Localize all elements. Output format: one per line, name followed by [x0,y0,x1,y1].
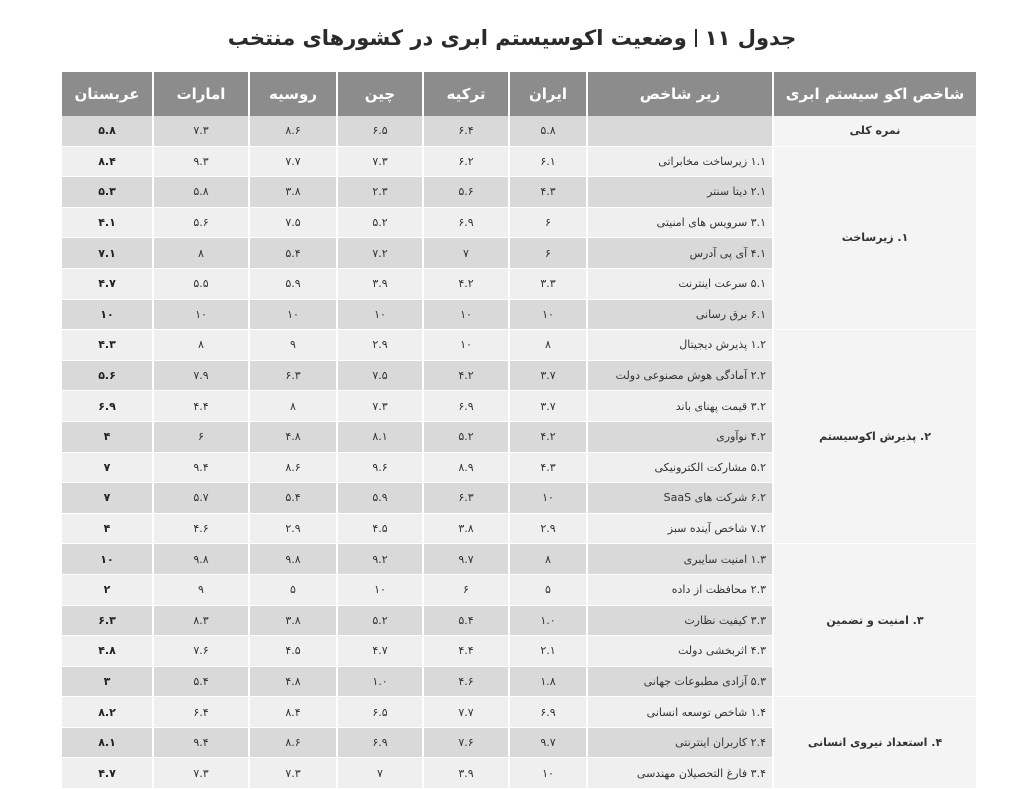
value-cell: ۱۰ [152,300,248,331]
value-cell: ۶.۹ [422,391,508,422]
subindex-cell: ۱.۴ شاخص توسعه انسانی [586,697,772,728]
value-cell: ۲.۹ [248,514,336,545]
value-cell: ۶.۹ [62,391,152,422]
value-cell: ۵.۷ [152,483,248,514]
value-cell: ۶.۲ [422,147,508,178]
value-cell: ۷ [422,238,508,269]
table-row [62,544,976,575]
value-cell: ۹.۸ [248,544,336,575]
value-cell: ۸.۱ [336,422,422,453]
value-cell: ۱۰ [508,758,586,789]
value-cell: ۳.۳ [508,269,586,300]
value-cell: ۶.۹ [508,697,586,728]
value-cell: ۳.۷ [508,391,586,422]
value-cell: ۸.۴ [62,147,152,178]
value-cell: ۸ [152,238,248,269]
value-cell: ۵.۴ [152,667,248,698]
value-cell: ۵.۳ [62,177,152,208]
value-cell: ۵.۶ [62,361,152,392]
value-cell: ۴.۷ [336,636,422,667]
subindex-cell: ۳.۳ کیفیت نظارت [586,606,772,637]
value-cell: ۴.۸ [248,667,336,698]
value-cell: ۷ [336,758,422,789]
value-cell: ۹.۴ [152,453,248,484]
value-cell: ۲.۳ [336,177,422,208]
subindex-cell: ۲.۴ کاربران اینترنتی [586,728,772,759]
value-cell: ۵.۴ [248,483,336,514]
value-cell: ۷.۶ [422,728,508,759]
group-total: نمره کلی [772,116,976,147]
header-row [62,72,976,116]
value-cell: ۴.۸ [62,636,152,667]
group-security: ۳. امنیت و تضمین [772,544,976,697]
value-cell: ۸.۱ [62,728,152,759]
value-cell: ۸.۶ [248,453,336,484]
value-cell: ۶.۱ [508,147,586,178]
value-cell: ۸.۹ [422,453,508,484]
caption-separator [695,29,697,47]
value-cell: ۱.۸ [508,667,586,698]
value-cell: ۱۰ [336,575,422,606]
value-cell: ۷.۱ [62,238,152,269]
value-cell: ۴.۱ [62,208,152,239]
value-cell: ۴.۳ [62,330,152,361]
value-cell: ۷.۳ [248,758,336,789]
value-cell: ۴.۷ [62,758,152,789]
header-russia: روسیه [248,72,336,116]
value-cell: ۷.۷ [248,147,336,178]
table-row [62,330,976,361]
table-caption [0,26,1024,50]
subindex-cell: ۲.۳ محافظت از داده [586,575,772,606]
header-china: چین [336,72,422,116]
data-table [62,72,976,780]
table-row [62,147,976,178]
value-cell: ۴ [62,514,152,545]
subindex-cell: ۱.۳ امنیت سایبری [586,544,772,575]
value-cell: ۸ [508,544,586,575]
value-cell: ۱.۰ [336,667,422,698]
value-cell: ۹.۶ [336,453,422,484]
value-cell: ۶.۳ [422,483,508,514]
value-cell: ۸.۶ [248,728,336,759]
header-saudi: عربستان [62,72,152,116]
caption-label: جدول ۱۱ [704,26,797,50]
value-cell: ۸.۳ [152,606,248,637]
value-cell: ۱.۰ [508,606,586,637]
value-cell: ۵.۲ [336,606,422,637]
subindex-cell: ۴.۱ آی پی آدرس [586,238,772,269]
value-cell: ۸.۶ [248,116,336,147]
header-iran: ایران [508,72,586,116]
header-uae: امارات [152,72,248,116]
value-cell: ۱۰ [62,544,152,575]
value-cell: ۶.۳ [248,361,336,392]
value-cell: ۴.۳ [508,177,586,208]
value-cell: ۹.۷ [508,728,586,759]
value-cell: ۵.۸ [508,116,586,147]
header-ecosystem: شاخص اکو سیستم ابری [772,72,976,116]
value-cell: ۶ [508,208,586,239]
value-cell: ۴.۲ [508,422,586,453]
value-cell: ۷.۵ [336,361,422,392]
subindex-cell: ۵.۲ مشارکت الکترونیکی [586,453,772,484]
value-cell: ۶.۹ [422,208,508,239]
subindex-cell: ۶.۲ شرکت های SaaS [586,483,772,514]
table-row [62,697,976,728]
value-cell: ۹.۷ [422,544,508,575]
value-cell: ۶ [508,238,586,269]
value-cell: ۴.۶ [152,514,248,545]
subindex-cell: ۳.۴ فارغ التحصیلان مهندسی [586,758,772,789]
subindex-cell: ۱.۲ پذیرش دیجیتال [586,330,772,361]
value-cell: ۲.۹ [336,330,422,361]
value-cell: ۵.۴ [248,238,336,269]
value-cell: ۷ [62,483,152,514]
value-cell: ۴.۵ [336,514,422,545]
value-cell: ۲ [62,575,152,606]
header-subindex: زیر شاخص [586,72,772,116]
value-cell: ۲.۹ [508,514,586,545]
value-cell: ۶.۳ [62,606,152,637]
value-cell: ۳ [62,667,152,698]
value-cell: ۴ [62,422,152,453]
value-cell: ۹ [248,330,336,361]
value-cell: ۹.۸ [152,544,248,575]
value-cell: ۵ [248,575,336,606]
value-cell: ۸ [508,330,586,361]
value-cell: ۶ [152,422,248,453]
value-cell: ۱۰ [422,330,508,361]
value-cell: ۹.۲ [336,544,422,575]
value-cell: ۷.۳ [336,147,422,178]
value-cell: ۷.۶ [152,636,248,667]
value-cell: ۵.۹ [248,269,336,300]
value-cell: ۹.۳ [152,147,248,178]
subindex-cell: ۲.۱ دیتا سنتر [586,177,772,208]
subindex-cell [586,116,772,147]
value-cell: ۳.۸ [248,606,336,637]
value-cell: ۷.۵ [248,208,336,239]
value-cell: ۴.۲ [422,269,508,300]
subindex-cell: ۳.۲ قیمت پهنای باند [586,391,772,422]
value-cell: ۹.۴ [152,728,248,759]
value-cell: ۴.۷ [62,269,152,300]
value-cell: ۳.۸ [422,514,508,545]
value-cell: ۷.۹ [152,361,248,392]
value-cell: ۴.۵ [248,636,336,667]
header-turkey: ترکیه [422,72,508,116]
value-cell: ۶.۹ [336,728,422,759]
value-cell: ۱۰ [508,300,586,331]
value-cell: ۷ [62,453,152,484]
value-cell: ۶.۴ [152,697,248,728]
value-cell: ۴.۶ [422,667,508,698]
subindex-cell: ۵.۳ آزادی مطبوعات جهانی [586,667,772,698]
value-cell: ۱۰ [62,300,152,331]
value-cell: ۷.۳ [152,758,248,789]
value-cell: ۵.۲ [336,208,422,239]
value-cell: ۶.۵ [336,116,422,147]
value-cell: ۵.۴ [422,606,508,637]
value-cell: ۱۰ [336,300,422,331]
value-cell: ۴.۳ [508,453,586,484]
subindex-cell: ۷.۲ شاخص آینده سبز [586,514,772,545]
value-cell: ۶ [422,575,508,606]
value-cell: ۸ [248,391,336,422]
value-cell: ۵ [508,575,586,606]
subindex-cell: ۳.۱ سرویس های امنیتی [586,208,772,239]
value-cell: ۲.۱ [508,636,586,667]
value-cell: ۴.۴ [422,636,508,667]
value-cell: ۵.۶ [152,208,248,239]
value-cell: ۹ [152,575,248,606]
value-cell: ۳.۹ [336,269,422,300]
subindex-cell: ۴.۲ نوآوری [586,422,772,453]
value-cell: ۵.۲ [422,422,508,453]
subindex-cell: ۴.۳ اثربخشی دولت [586,636,772,667]
value-cell: ۱۰ [422,300,508,331]
value-cell: ۴.۸ [248,422,336,453]
value-cell: ۷.۳ [152,116,248,147]
value-cell: ۳.۹ [422,758,508,789]
subindex-cell: ۶.۱ برق رسانی [586,300,772,331]
subindex-cell: ۱.۱ زیرساخت مخابراتی [586,147,772,178]
value-cell: ۳.۸ [248,177,336,208]
value-cell: ۶.۵ [336,697,422,728]
value-cell: ۶.۴ [422,116,508,147]
value-cell: ۵.۵ [152,269,248,300]
value-cell: ۳.۷ [508,361,586,392]
value-cell: ۵.۸ [152,177,248,208]
value-cell: ۴.۴ [152,391,248,422]
value-cell: ۸ [152,330,248,361]
value-cell: ۱۰ [248,300,336,331]
caption-title: وضعیت اکوسیستم ابری در کشورهای منتخب [227,26,687,50]
group-infrastructure: ۱. زیرساخت [772,147,976,331]
value-cell: ۵.۸ [62,116,152,147]
group-human-talent: ۴. استعداد نیروی انسانی [772,697,976,789]
value-cell: ۱۰ [508,483,586,514]
value-cell: ۵.۹ [336,483,422,514]
value-cell: ۴.۲ [422,361,508,392]
value-cell: ۷.۳ [336,391,422,422]
value-cell: ۸.۴ [248,697,336,728]
table-row [62,116,976,147]
subindex-cell: ۲.۲ آمادگی هوش مصنوعی دولت [586,361,772,392]
value-cell: ۷.۲ [336,238,422,269]
value-cell: ۷.۷ [422,697,508,728]
group-ecosystem-adoption: ۲. پذیرش اکوسیستم [772,330,976,544]
value-cell: ۵.۶ [422,177,508,208]
subindex-cell: ۵.۱ سرعت اینترنت [586,269,772,300]
value-cell: ۸.۲ [62,697,152,728]
